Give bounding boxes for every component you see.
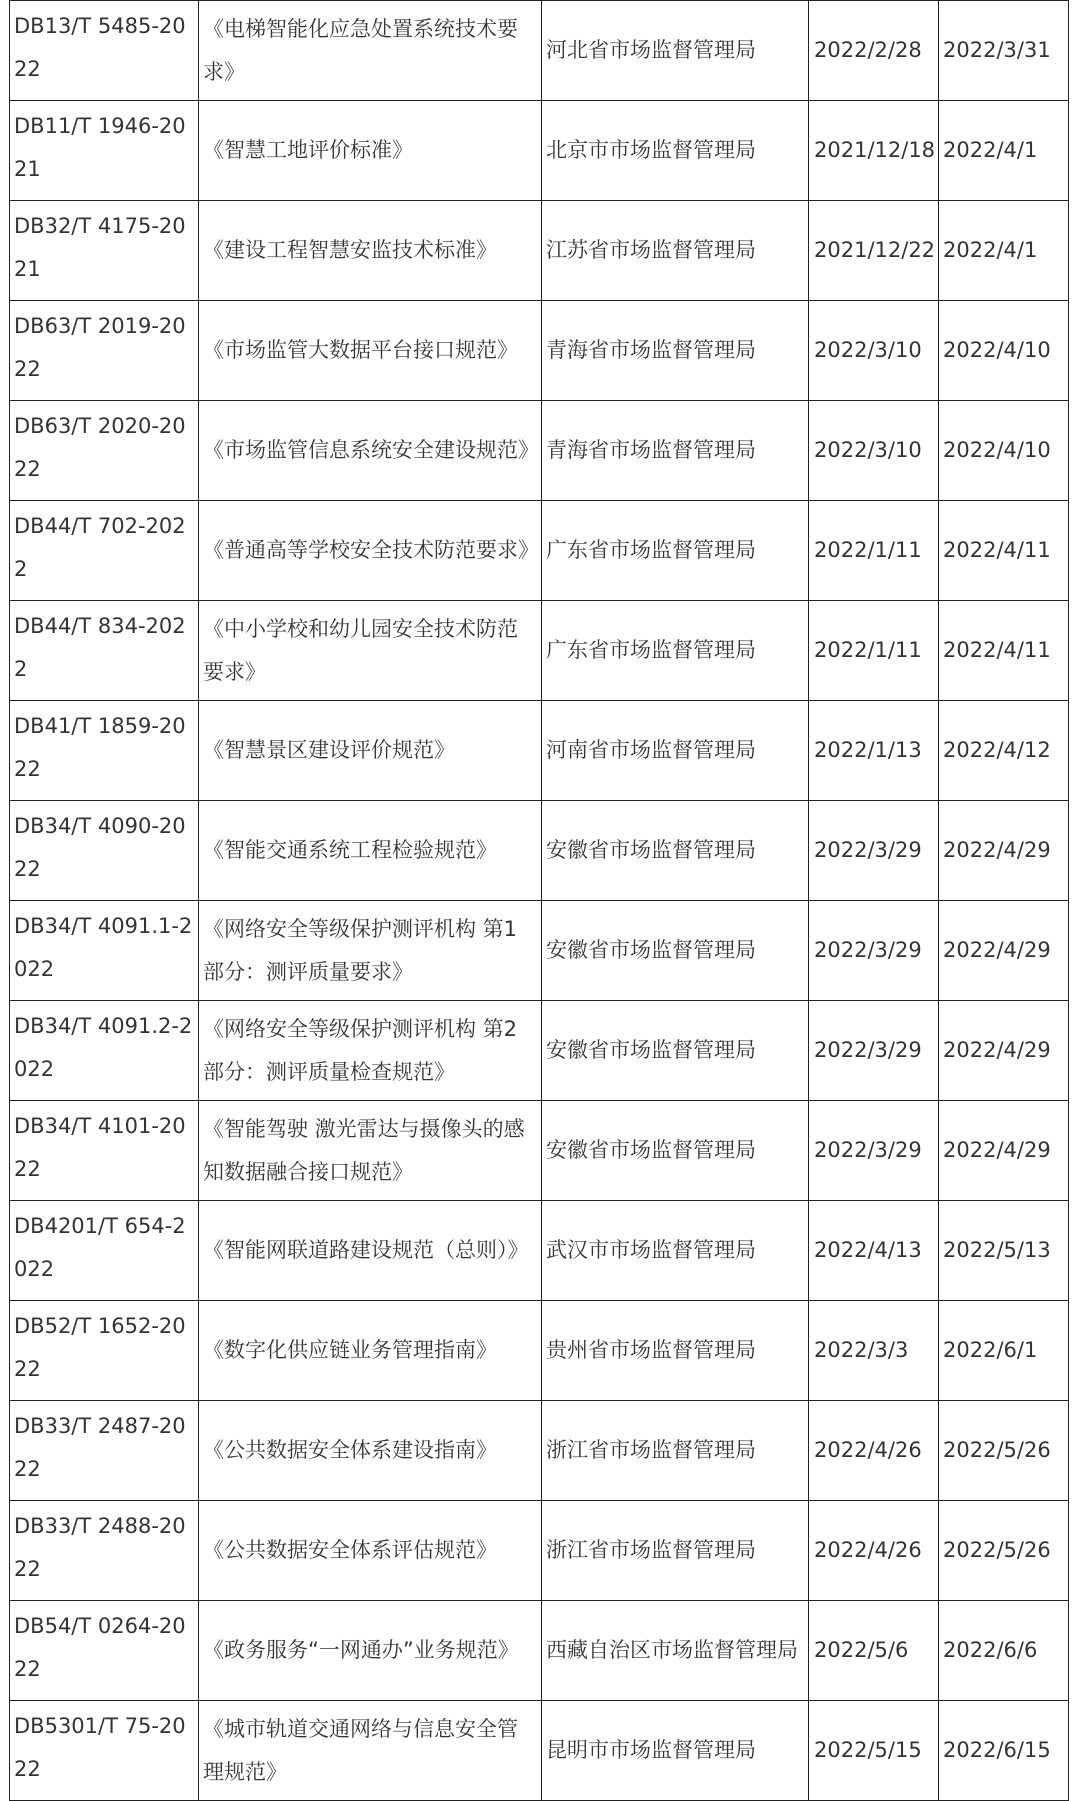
table-row [10,1401,1069,1501]
release-date-cell: 2021/12/22 [809,201,939,301]
standard-code-cell: DB63/T 2020-2022 [10,401,199,501]
implementation-date-cell: 2022/4/29 [939,901,1069,1001]
issuing-agency-cell: 浙江省市场监督管理局 [542,1401,809,1501]
table-row [10,1301,1069,1401]
release-date-cell: 2022/4/26 [809,1501,939,1601]
standard-title-cell: 《智能驾驶 激光雷达与摄像头的感知数据融合接口规范》 [199,1101,542,1201]
standard-code-cell: DB34/T 4091.1-2022 [10,901,199,1001]
table-row [10,801,1069,901]
issuing-agency-cell: 河南省市场监督管理局 [542,701,809,801]
standard-code-cell: DB33/T 2488-2022 [10,1501,199,1601]
standard-code-cell: DB11/T 1946-2021 [10,101,199,201]
standard-code-cell: DB34/T 4090-2022 [10,801,199,901]
table-row [10,201,1069,301]
issuing-agency-cell: 广东省市场监督管理局 [542,601,809,701]
issuing-agency-cell: 安徽省市场监督管理局 [542,1101,809,1201]
standard-title-cell: 《普通高等学校安全技术防范要求》 [199,501,542,601]
release-date-cell: 2022/3/3 [809,1301,939,1401]
implementation-date-cell: 2022/5/26 [939,1401,1069,1501]
table-row [10,301,1069,401]
standard-code-cell: DB32/T 4175-2021 [10,201,199,301]
implementation-date-cell: 2022/5/13 [939,1201,1069,1301]
release-date-cell: 2022/4/13 [809,1201,939,1301]
table-row [10,1201,1069,1301]
issuing-agency-cell: 北京市市场监督管理局 [542,101,809,201]
standard-code-cell: DB4201/T 654-2022 [10,1201,199,1301]
table-row [10,901,1069,1001]
implementation-date-cell: 2022/4/1 [939,101,1069,201]
implementation-date-cell: 2022/6/15 [939,1701,1069,1801]
release-date-cell: 2022/3/29 [809,901,939,1001]
standard-title-cell: 《公共数据安全体系建设指南》 [199,1401,542,1501]
standard-code-cell: DB41/T 1859-2022 [10,701,199,801]
standard-title-cell: 《市场监管大数据平台接口规范》 [199,301,542,401]
standard-title-cell: 《智能交通系统工程检验规范》 [199,801,542,901]
standard-title-cell: 《智慧景区建设评价规范》 [199,701,542,801]
standard-title-cell: 《网络安全等级保护测评机构 第2部分：测评质量检查规范》 [199,1001,542,1101]
issuing-agency-cell: 西藏自治区市场监督管理局 [542,1601,809,1701]
release-date-cell: 2022/5/15 [809,1701,939,1801]
issuing-agency-cell: 浙江省市场监督管理局 [542,1501,809,1601]
release-date-cell: 2021/12/18 [809,101,939,201]
implementation-date-cell: 2022/6/1 [939,1301,1069,1401]
table-row [10,1,1069,101]
standard-title-cell: 《数字化供应链业务管理指南》 [199,1301,542,1401]
standards-table-container [9,0,1068,1801]
table-row [10,1501,1069,1601]
release-date-cell: 2022/1/11 [809,501,939,601]
issuing-agency-cell: 武汉市市场监督管理局 [542,1201,809,1301]
issuing-agency-cell: 贵州省市场监督管理局 [542,1301,809,1401]
standard-title-cell: 《公共数据安全体系评估规范》 [199,1501,542,1601]
table-row [10,101,1069,201]
implementation-date-cell: 2022/6/6 [939,1601,1069,1701]
issuing-agency-cell: 河北省市场监督管理局 [542,1,809,101]
implementation-date-cell: 2022/4/10 [939,401,1069,501]
release-date-cell: 2022/5/6 [809,1601,939,1701]
table-row [10,1701,1069,1801]
implementation-date-cell: 2022/4/12 [939,701,1069,801]
standard-code-cell: DB5301/T 75-2022 [10,1701,199,1801]
implementation-date-cell: 2022/3/31 [939,1,1069,101]
implementation-date-cell: 2022/4/10 [939,301,1069,401]
standard-code-cell: DB13/T 5485-2022 [10,1,199,101]
implementation-date-cell: 2022/4/1 [939,201,1069,301]
release-date-cell: 2022/1/13 [809,701,939,801]
standard-title-cell: 《建设工程智慧安监技术标准》 [199,201,542,301]
standard-code-cell: DB54/T 0264-2022 [10,1601,199,1701]
standard-code-cell: DB34/T 4101-2022 [10,1101,199,1201]
table-row [10,1601,1069,1701]
implementation-date-cell: 2022/4/29 [939,1101,1069,1201]
standard-title-cell: 《市场监管信息系统安全建设规范》 [199,401,542,501]
standard-code-cell: DB34/T 4091.2-2022 [10,1001,199,1101]
release-date-cell: 2022/3/29 [809,801,939,901]
issuing-agency-cell: 江苏省市场监督管理局 [542,201,809,301]
standard-code-cell: DB52/T 1652-2022 [10,1301,199,1401]
issuing-agency-cell: 青海省市场监督管理局 [542,401,809,501]
standard-title-cell: 《智能网联道路建设规范（总则）》 [199,1201,542,1301]
table-row [10,701,1069,801]
release-date-cell: 2022/3/10 [809,401,939,501]
implementation-date-cell: 2022/4/11 [939,501,1069,601]
implementation-date-cell: 2022/4/29 [939,801,1069,901]
implementation-date-cell: 2022/4/11 [939,601,1069,701]
standard-title-cell: 《电梯智能化应急处置系统技术要求》 [199,1,542,101]
standard-title-cell: 《网络安全等级保护测评机构 第1部分：测评质量要求》 [199,901,542,1001]
standard-code-cell: DB63/T 2019-2022 [10,301,199,401]
issuing-agency-cell: 安徽省市场监督管理局 [542,801,809,901]
standard-title-cell: 《政务服务“一网通办”业务规范》 [199,1601,542,1701]
standard-code-cell: DB33/T 2487-2022 [10,1401,199,1501]
standard-title-cell: 《智慧工地评价标准》 [199,101,542,201]
standards-table-body [10,1,1069,1801]
table-row [10,1001,1069,1101]
issuing-agency-cell: 昆明市市场监督管理局 [542,1701,809,1801]
release-date-cell: 2022/4/26 [809,1401,939,1501]
standard-title-cell: 《城市轨道交通网络与信息安全管理规范》 [199,1701,542,1801]
issuing-agency-cell: 青海省市场监督管理局 [542,301,809,401]
table-row [10,1101,1069,1201]
implementation-date-cell: 2022/4/29 [939,1001,1069,1101]
standards-table [9,0,1069,1801]
release-date-cell: 2022/3/29 [809,1101,939,1201]
issuing-agency-cell: 安徽省市场监督管理局 [542,1001,809,1101]
release-date-cell: 2022/2/28 [809,1,939,101]
issuing-agency-cell: 安徽省市场监督管理局 [542,901,809,1001]
standard-code-cell: DB44/T 834-2022 [10,601,199,701]
standard-title-cell: 《中小学校和幼儿园安全技术防范要求》 [199,601,542,701]
table-row [10,401,1069,501]
issuing-agency-cell: 广东省市场监督管理局 [542,501,809,601]
implementation-date-cell: 2022/5/26 [939,1501,1069,1601]
release-date-cell: 2022/1/11 [809,601,939,701]
standard-code-cell: DB44/T 702-2022 [10,501,199,601]
release-date-cell: 2022/3/29 [809,1001,939,1101]
table-row [10,601,1069,701]
release-date-cell: 2022/3/10 [809,301,939,401]
table-row [10,501,1069,601]
